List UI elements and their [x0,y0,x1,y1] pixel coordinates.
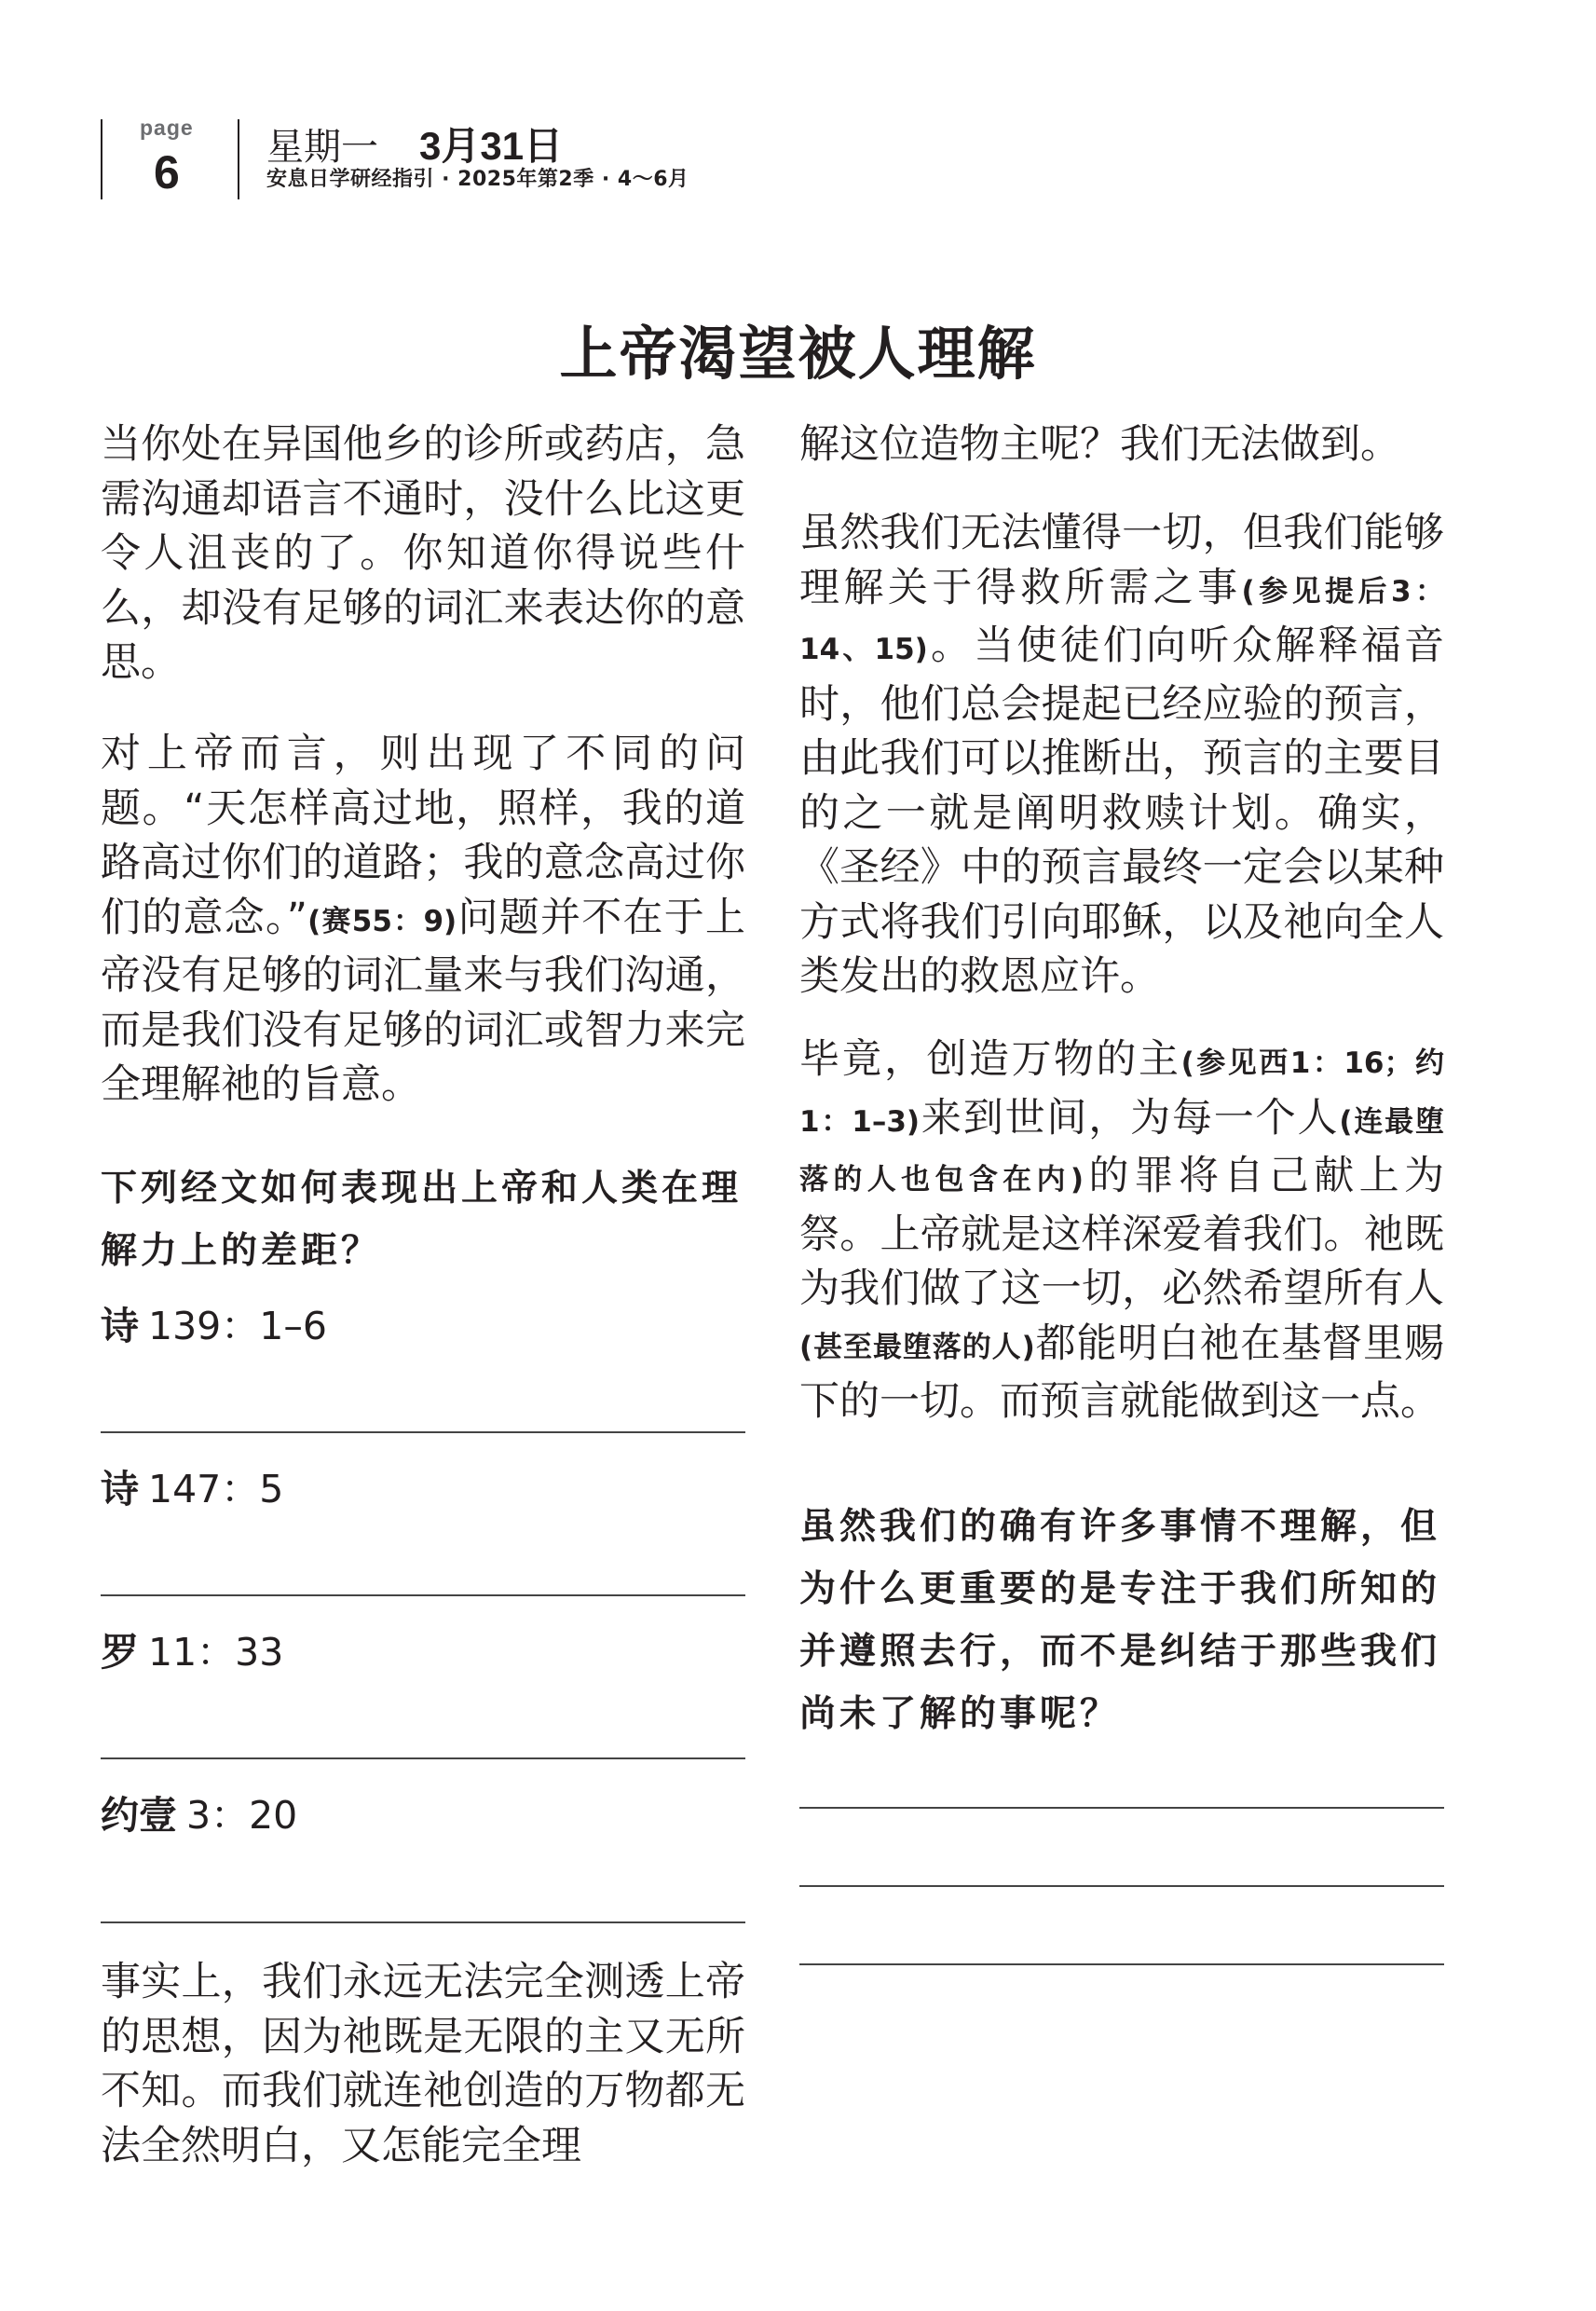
right-paragraph-1-text-b: 。当使徒们向听众解释福音时，他们总会提起已经应验的预言，由此我们可以推断出，预言的主要目的之一就是阐明救赎计划。确实，《圣经》中的预言最终一定会以某种方式将我们引向耶稣，以及祂向全人类发出的救恩应许。 [799,622,1444,1000]
right-paragraph-2-text-c: 的罪将自己献上为祭。上帝就是这样深爱着我们。祂既为我们做了这一切，必然希望所有人 [799,1153,1445,1312]
inline-note-1: (连最堕落的人也包含在内) [799,1104,1444,1197]
scripture-ref-isaiah: (赛55：9) [307,904,457,938]
verse-ref: 139：1–6 [148,1304,327,1348]
answer-line [101,1757,745,1759]
page-number: 6 [154,146,180,198]
verse-ref-1 [101,1295,327,1350]
verse-book: 诗 [101,1467,139,1511]
left-paragraph-3 [101,1955,745,2173]
answer-line [799,1807,1444,1809]
verse-book: 罗 [101,1630,139,1675]
verse-ref-4 [101,1785,297,1839]
left-paragraph-1 [101,417,745,691]
verse-ref: 147：5 [148,1467,284,1511]
right-paragraph-0 [799,417,1444,472]
left-paragraph-2-text-b: 问题并不在于上帝没有足够的词汇量来与我们沟通，而是我们没有足够的词汇或智力来完全理解祂的旨意。 [101,894,746,1108]
right-paragraph-2 [799,1032,1444,1429]
answer-line [101,1431,745,1433]
verse-ref-2 [101,1458,283,1513]
verse-book: 诗 [101,1304,139,1348]
date: 3月31日 [419,124,564,168]
verse-ref: 3：20 [186,1793,298,1838]
header-divider-right [238,119,239,199]
left-paragraph-2-text-a: 对上帝而言，则出现了不同的问题。“天怎样高过地，照样，我的道路高过你们的道路；我的意念高过你们的意念。” [101,731,745,941]
right-paragraph-0-text: 解这位造物主呢？我们无法做到。 [799,421,1400,468]
right-paragraph-2-text-d: 都能明白祂在基督里赐下的一切。而预言就能做到这一点。 [799,1320,1445,1425]
answer-line [101,1921,745,1923]
verse-ref-3 [101,1621,283,1676]
left-paragraph-2 [101,727,745,1113]
publication-subtitle: 安息日学研经指引 · 2025年第2季 · 4～6月 [266,168,689,191]
right-paragraph-1-text-a: 虽然我们无法懂得一切，但我们能够理解关于得救所需之事 [799,510,1444,611]
right-question: 虽然我们的确有许多事情不理解，但为什么更重要的是专注于我们所知的并遵照去行，而不是纠结于那些我们尚未了解的事呢？ [799,1505,1441,1735]
verse-book: 约壹 [101,1793,177,1838]
answer-line [799,1963,1444,1965]
verse-ref: 11：33 [148,1630,284,1675]
page-label: page [140,116,194,140]
left-paragraph-3-text: 事实上，我们永远无法完全测透上帝的思想，因为祂既是无限的主又无所不知。而我们就连祂创造的万物都无法全然明白，又怎能完全理 [101,1959,745,2169]
header-divider-left [101,119,102,199]
weekday: 星期一 [266,126,378,169]
inline-note-2: (甚至最堕落的人) [799,1330,1035,1364]
scripture-ref-colossians-john: (参见西1：16；约1：1–3) [799,1046,1444,1139]
left-paragraph-1-text: 当你处在异国他乡的诊所或药店，急需沟通却语言不通时，没什么比这更令人沮丧的了。你知道你得说些什么，却没有足够的词汇来表达你的意思。 [101,421,745,686]
right-paragraph-2-text-b: 来到世间，为每一个人 [920,1094,1340,1142]
scripture-ref-timothy: (参见提后3：14、15) [799,574,1444,666]
left-question: 下列经文如何表现出上帝和人类在理解力上的差距？ [101,1167,743,1272]
right-paragraph-2-text-a: 毕竟，创造万物的主 [799,1036,1181,1083]
lesson-title: 上帝渴望被人理解 [559,320,1037,388]
answer-line [101,1594,745,1596]
right-paragraph-1 [799,506,1444,1005]
answer-line [799,1885,1444,1887]
